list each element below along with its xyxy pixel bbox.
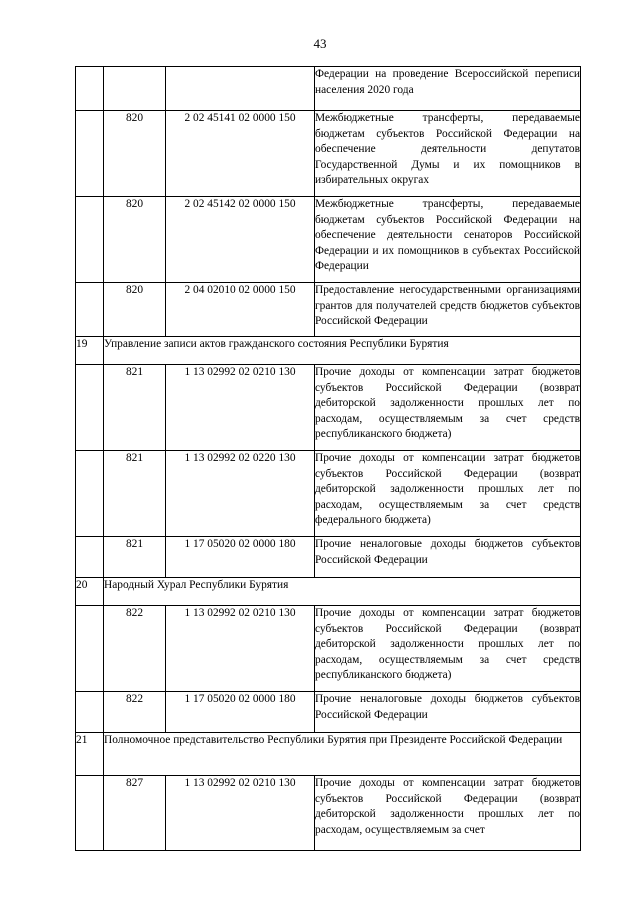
section-row (76, 578, 581, 606)
admin-code-cell: 822 (104, 692, 166, 733)
income-description-cell: Прочие доходы от компенсации затрат бюджетов субъектов Российской Федерации (возврат дебиторской задолженности прошлых лет по расходам, осуществляемым за счет (315, 776, 581, 851)
section-number-cell (76, 283, 104, 337)
income-description-cell: Предоставление негосударственными организациями грантов для получателей средств бюджетов субъектов Российской Федерации (315, 283, 581, 337)
table-row (76, 67, 581, 111)
admin-code-cell: 827 (104, 776, 166, 851)
budget-classification-code-cell: 1 17 05020 02 0000 180 (166, 537, 315, 578)
income-description-cell: Прочие доходы от компенсации затрат бюджетов субъектов Российской Федерации (возврат дебиторской задолженности прошлых лет по расходам, осуществляемым за счет средств республиканского бюджета) (315, 606, 581, 692)
section-title: Народный Хурал Республики Бурятия (104, 578, 581, 606)
budget-classification-code-cell: 1 17 05020 02 0000 180 (166, 692, 315, 733)
admin-code-cell: 820 (104, 111, 166, 197)
admin-code-cell (104, 67, 166, 111)
income-description-cell: Прочие неналоговые доходы бюджетов субъектов Российской Федерации (315, 537, 581, 578)
table-row (76, 283, 581, 337)
section-number-cell (76, 451, 104, 537)
admin-code-cell: 822 (104, 606, 166, 692)
budget-classification-code-cell: 1 13 02992 02 0210 130 (166, 606, 315, 692)
table-row (76, 692, 581, 733)
section-number-cell: 21 (76, 733, 104, 776)
table-row (76, 451, 581, 537)
section-number-cell (76, 67, 104, 111)
table-row (76, 111, 581, 197)
table-row (76, 365, 581, 451)
section-number-cell (76, 537, 104, 578)
admin-code-cell: 821 (104, 451, 166, 537)
admin-code-cell: 821 (104, 537, 166, 578)
section-number-cell: 19 (76, 337, 104, 365)
section-number-cell (76, 111, 104, 197)
section-row (76, 337, 581, 365)
budget-classification-code-cell: 2 04 02010 02 0000 150 (166, 283, 315, 337)
income-description-cell: Федерации на проведение Всероссийской переписи населения 2020 года (315, 67, 581, 111)
budget-codes-table (75, 66, 581, 851)
section-number-cell (76, 776, 104, 851)
section-title: Управление записи актов гражданского состояния Республики Бурятия (104, 337, 581, 365)
budget-classification-code-cell: 1 13 02992 02 0220 130 (166, 451, 315, 537)
table-row (76, 537, 581, 578)
income-description-cell: Межбюджетные трансферты, передаваемые бюджетам субъектов Российской Федерации на обеспечение деятельности сенаторов Российской Федерации и их помощников в субъектах Российской Федерации (315, 197, 581, 283)
admin-code-cell: 821 (104, 365, 166, 451)
section-number-cell: 20 (76, 578, 104, 606)
table-row (76, 197, 581, 283)
budget-classification-code-cell: 2 02 45141 02 0000 150 (166, 111, 315, 197)
page-number: 43 (313, 36, 327, 51)
budget-classification-code-cell: 1 13 02992 02 0210 130 (166, 365, 315, 451)
table-row (76, 776, 581, 851)
section-title: Полномочное представительство Республики Бурятия при Президенте Российской Федерации (104, 733, 581, 776)
admin-code-cell: 820 (104, 283, 166, 337)
section-number-cell (76, 365, 104, 451)
section-row (76, 733, 581, 776)
income-description-cell: Прочие доходы от компенсации затрат бюджетов субъектов Российской Федерации (возврат дебиторской задолженности прошлых лет по расходам, осуществляемым за счет средств федерального бюджета) (315, 451, 581, 537)
admin-code-cell: 820 (104, 197, 166, 283)
section-number-cell (76, 692, 104, 733)
income-description-cell: Прочие неналоговые доходы бюджетов субъектов Российской Федерации (315, 692, 581, 733)
budget-classification-code-cell: 1 13 02992 02 0210 130 (166, 776, 315, 851)
budget-classification-code-cell (166, 67, 315, 111)
section-number-cell (76, 197, 104, 283)
table-row (76, 606, 581, 692)
income-description-cell: Межбюджетные трансферты, передаваемые бюджетам субъектов Российской Федерации на обеспечение деятельности депутатов Государственной Думы и их помощников в избирательных округах (315, 111, 581, 197)
section-number-cell (76, 606, 104, 692)
income-description-cell: Прочие доходы от компенсации затрат бюджетов субъектов Российской Федерации (возврат дебиторской задолженности прошлых лет по расходам, осуществляемым за счет средств республиканского бюджета) (315, 365, 581, 451)
budget-classification-code-cell: 2 02 45142 02 0000 150 (166, 197, 315, 283)
